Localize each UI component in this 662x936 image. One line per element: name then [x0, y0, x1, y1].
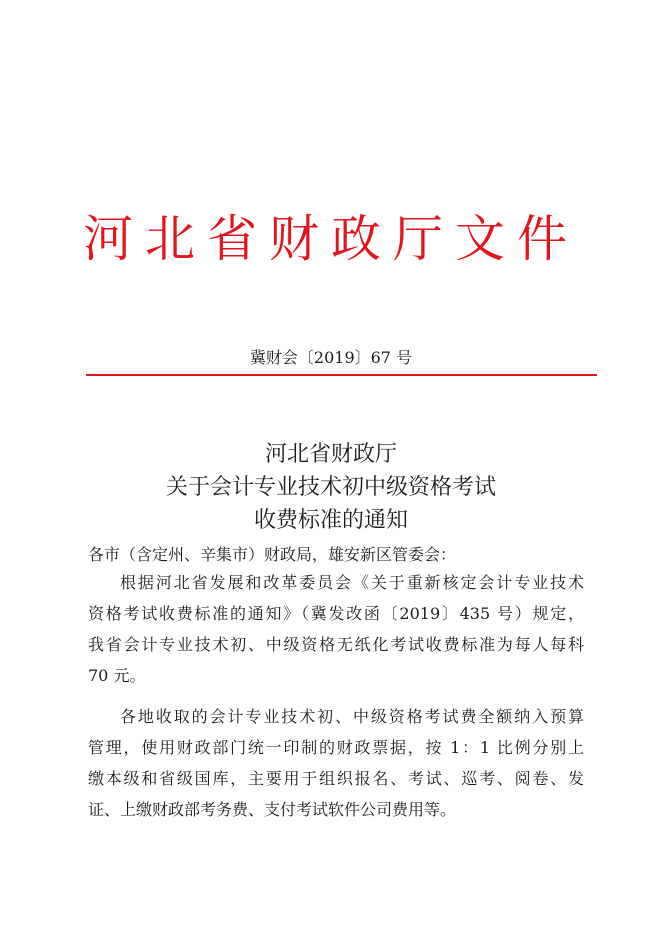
notice-title: [0, 438, 662, 537]
notice-title-line-2: 关于会计专业技术初中级资格考试: [165, 475, 496, 500]
paragraph-line: 我省会计专业技术初、中级资格无纸化考试收费标准为每人每科: [88, 635, 584, 654]
notice-title-line-3: 收费标准的通知: [253, 508, 408, 533]
addressee-line: 各市（含定州、辛集市）财政局，雄安新区管委会：: [88, 545, 457, 564]
body-paragraph-2: [88, 701, 584, 825]
paragraph-line: 根据河北省发展和改革委员会《关于重新核定会计专业技术: [120, 573, 584, 592]
document-header-title: 河北省财政厅文件: [83, 210, 579, 268]
paragraph-line: 缴本级和省级国库，主要用于组织报名、考试、巡考、阅卷、发: [88, 769, 584, 788]
paragraph-line: 70 元。: [88, 666, 146, 685]
paragraph-line: 各地收取的会计专业技术初、中级资格考试费全额纳入预算: [120, 707, 584, 726]
paragraph-line: 证、上缴财政部考务费、支付考试软件公司费用等。: [88, 800, 457, 819]
document-number: 冀财会〔2019〕67 号: [249, 348, 413, 367]
header-divider-rule: [86, 374, 597, 376]
paragraph-line: 资格考试收费标准的通知》（冀发改函〔2019〕435 号）规定，: [88, 604, 584, 623]
paragraph-line: 管理，使用财政部门统一印制的财政票据，按 1：1 比例分别上: [88, 738, 584, 757]
notice-title-line-1: 河北省财政厅: [264, 442, 397, 467]
body-paragraph-1: [88, 567, 584, 691]
